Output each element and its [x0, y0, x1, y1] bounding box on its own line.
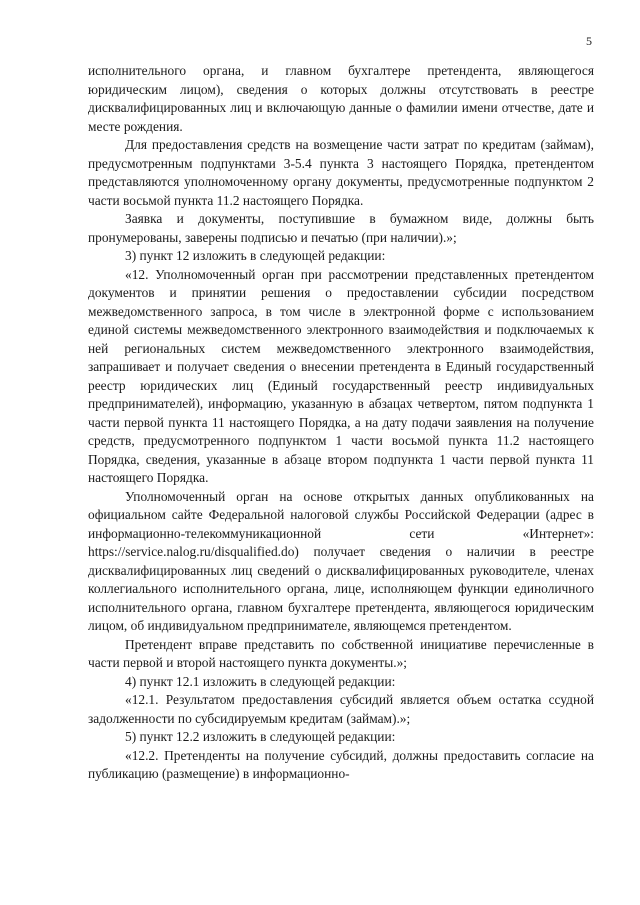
paragraph: «12.1. Результатом предоставления субсидий является объем остатка ссудной задолженности по субсидируемым кредитам (займам).»; — [88, 692, 594, 726]
page-number: 5 — [586, 34, 592, 48]
paragraph: 5) пункт 12.2 изложить в следующей редакции: — [125, 729, 396, 744]
paragraph: Для предоставления средств на возмещение части затрат по кредитам (займам), предусмотренным подпунктами 3-5.4 пункта 3 настоящего Порядка, претендентом представляются уполномоченному органу документы, предусмотренные подпунктом 2 части восьмой пункта 11.2 настоящего Порядка. — [88, 137, 594, 208]
paragraph: 3) пункт 12 изложить в следующей редакции: — [125, 248, 386, 263]
document-body — [88, 62, 594, 784]
paragraph: «12. Уполномоченный орган при рассмотрении представленных претендентом документов и принятии решения о предоставлении субсидии посредством межведомственного запроса, в том числе в электронной форме с использованием единой системы межведомственного электронного взаимодействия и подключаемых к ней региональных систем межведомственного электронного взаимодействия, запрашивает и получает сведения о внесении претендента в Единый государственный реестр юридических лиц (Единый государственный реестр индивидуальных предпринимателей), информацию, указанную в абзацах четвертом, пятом подпункта 1 части первой пункта 11 настоящего Порядка, а на дату подачи заявления на получение средств, предусмотренного подпунктом 1 части восьмой пункта 11.2 настоящего Порядка, сведения, указанные в абзаце втором подпункта 1 части первой пункта 11 настоящего Порядка. — [88, 266, 594, 485]
paragraph: Заявка и документы, поступившие в бумажном виде, должны быть пронумерованы, заверены подписью и печатью (при наличии).»; — [88, 211, 594, 245]
paragraph: «12.2. Претенденты на получение субсидий, должны предоставить согласие на публикацию (размещение) в информационно- — [88, 747, 594, 781]
paragraph: 4) пункт 12.1 изложить в следующей редакции: — [125, 673, 396, 689]
paragraph: исполнительного органа, и главном бухгалтере претендента, являющегося юридическим лицом), сведения о которых должны отсутствовать в реестре дисквалифицированных лиц и включающую данные о фамилии имени отчестве, дате и месте рождения. — [88, 63, 594, 134]
paragraph: Претендент вправе представить по собственной инициативе перечисленные в части первой и второй настоящего пункта документы.»; — [88, 636, 594, 670]
paragraph: Уполномоченный орган на основе открытых данных опубликованных на официальном сайте Федеральной налоговой службы Российской Федерации (адрес в информационно-телекоммуникационной сети «Интернет»: https://service.nalog.ru/disqualified.do) получает сведения о наличии в реестре дисквалифицированных лиц сведений о дисквалифицированных руководителе, членах коллегиального исполнительного органа, лице, исполняющем функции единоличного исполнительного органа, главном бухгалтере претендента, являющегося юридическим лицом, об индивидуальном предпринимателе, являющемся претендентом. — [88, 488, 594, 633]
